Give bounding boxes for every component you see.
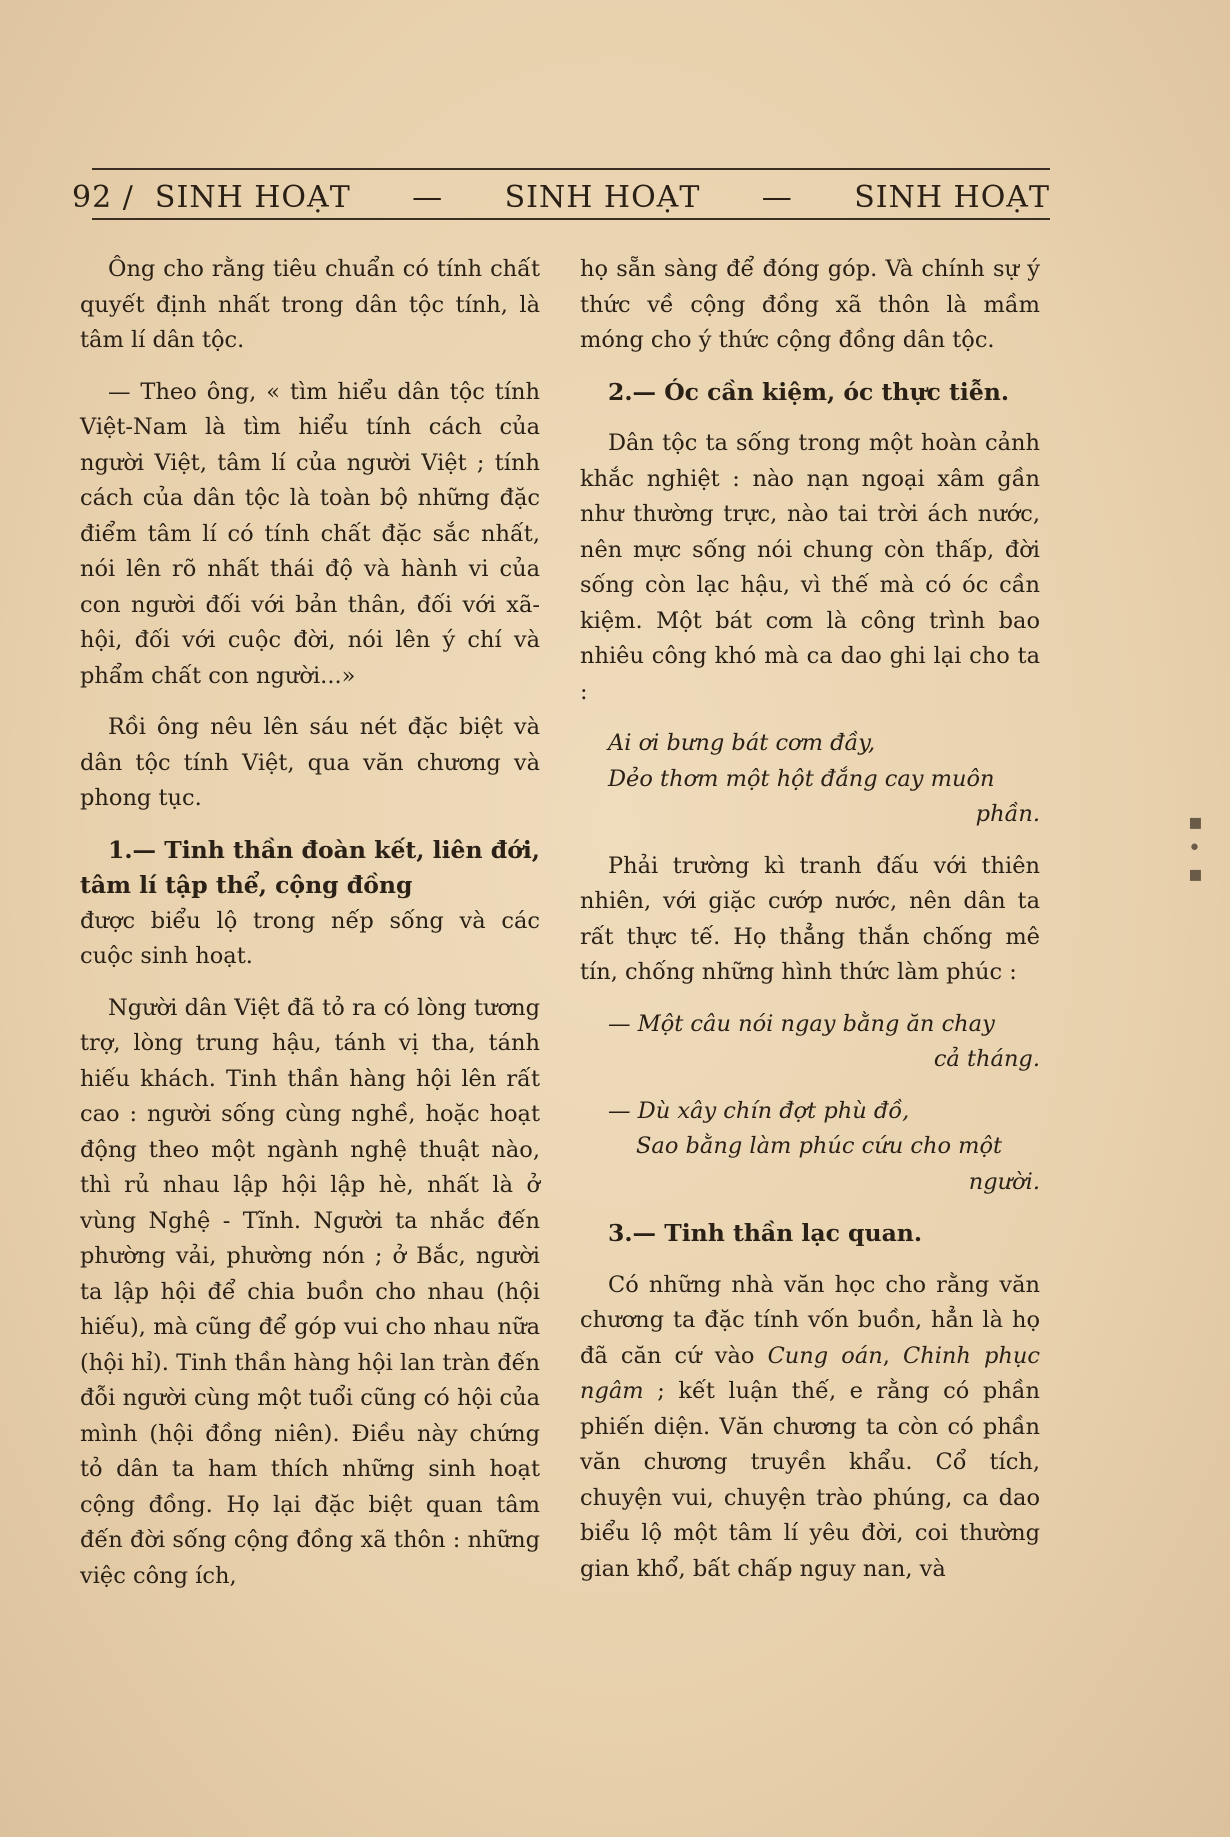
section-heading-3: 3.— Tinh thần lạc quan.	[608, 1219, 923, 1247]
verse-line: — Một câu nói ngay bằng ăn chay	[608, 1010, 995, 1037]
paragraph-text: ; kết luận thế, e rằng có phần phiến diện. Văn chương ta còn có phần văn chương truyền khẩu. Cổ tích, chuyện vui, chuyện trào phúng, ca dao biểu lộ một tâm lí yêu đời, coi thường gian khổ, bất chấp nguy nan, và	[580, 1378, 1041, 1582]
header-title-1: SINH HOẠT	[154, 179, 351, 215]
verse-line: phần.	[975, 801, 1040, 827]
verse-quote-1	[580, 726, 1040, 833]
running-header	[72, 178, 1050, 216]
punctuation: ,	[882, 1342, 890, 1369]
verse-line: cả tháng.	[933, 1046, 1040, 1072]
work-title-chinh-phuc-ngam: Chinh phục ngâm	[580, 1342, 1041, 1404]
verse-line: người.	[968, 1168, 1040, 1195]
paragraph: Ông cho rằng tiêu chuẩn có tính chất quyết định nhất trong dân tộc tính, là tâm lí dân tộc.	[80, 256, 540, 353]
paragraph: — Theo ông, « tìm hiểu dân tộc tính Việt-Nam là tìm hiểu tính cách của người Việt, tâm lí của người Việt ; tính cách của dân tộc là toàn bộ những đặc điểm tâm lí có tính chất đặc sắc nhất, nói lên rõ nhất thái độ và hành vi của con người đối với bản thân, đối với xã-hội, đối với cuộc đời, nói lên ý chí và phẩm chất con người...»	[80, 378, 540, 689]
left-column	[80, 252, 540, 1610]
verse-line: Ai ơi bưng bát cơm đầy,	[608, 730, 876, 756]
header-page-title-1	[72, 180, 351, 215]
paragraph: Rồi ông nêu lên sáu nét đặc biệt và dân tộc tính Việt, qua văn chương và phong tục.	[80, 714, 540, 811]
header-dash-2: —	[761, 179, 793, 215]
work-title-cung-oan: Cung oán	[767, 1342, 883, 1369]
page-number: 92	[72, 179, 113, 215]
verse-line: Sao bằng làm phúc cứu cho một	[636, 1133, 1003, 1159]
section-heading-1-continuation: được biểu lộ trong nếp sống và các cuộc sinh hoạt.	[80, 907, 540, 969]
verse-line: — Dù xây chín đợt phù đồ,	[608, 1097, 910, 1124]
paragraph	[580, 1268, 1040, 1588]
paragraph: Phải trường kì tranh đấu với thiên nhiên, với giặc cướp nước, nên dân ta rất thực tế. Họ thẳng thắn chống mê tín, chống những hình thức làm phúc :	[580, 852, 1040, 985]
paragraph: Dân tộc ta sống trong một hoàn cảnh khắc nghiệt : nào nạn ngoại xâm gần như thường trực, nào tai trời ách nước, nên mực sống nói chung còn thấp, đời sống còn lạc hậu, vì thế mà có óc cần kiệm. Một bát cơm là công trình bao nhiêu công khó mà ca dao ghi lại cho ta :	[580, 430, 1040, 705]
paragraph: Người dân Việt đã tỏ ra có lòng tương trợ, lòng trung hậu, tánh vị tha, tánh hiếu khách. Tinh thần hàng hội lên rất cao : người sống cùng nghề, hoặc hoạt động theo một ngành nghệ thuật nào, thì rủ nhau lập hội lập hè, nhất là ở vùng Nghệ - Tĩnh. Người ta nhắc đến phường vải, phường nón ; ở Bắc, người ta lập hội để chia buồn cho nhau (hội hiếu), mà cũng để góp vui cho nhau nữa (hội hỉ). Tinh thần hàng hội lan tràn đến đỗi người cùng một tuổi cũng có hội của mình (hội đồng niên). Điều này chứng tỏ dân ta ham thích những sinh hoạt cộng đồng. Họ lại đặc biệt quan tâm đến đời sống cộng đồng xã thôn : những việc công ích,	[80, 994, 540, 1589]
header-bottom-rule	[92, 218, 1050, 220]
margin-scuff-mark: ▪ • ▪	[1188, 810, 1203, 887]
header-title-3: SINH HOẠT	[854, 179, 1050, 215]
paragraph: họ sẵn sàng để đóng góp. Và chính sự ý thức về cộng đồng xã thôn là mầm móng cho ý thức cộng đồng dân tộc.	[580, 256, 1040, 353]
section-heading-1: 1.— Tinh thần đoàn kết, liên đới, tâm lí tập thể, cộng đồng	[80, 835, 540, 899]
header-top-rule	[92, 168, 1050, 170]
paragraph-text: Có những nhà văn học cho rằng văn chương ta đặc tính vốn buồn, hẳn là họ đã căn cứ vào	[580, 1271, 1040, 1369]
header-title-2: SINH HOẠT	[504, 179, 701, 215]
header-dash-1: —	[412, 179, 444, 215]
verse-quote-2	[580, 1007, 1040, 1078]
right-column	[580, 252, 1040, 1603]
verse-line: Dẻo thơm một hột đắng cay muôn	[608, 765, 995, 792]
section-heading-2: 2.— Óc cần kiệm, óc thực tiễn.	[608, 377, 1010, 406]
header-separator: /	[122, 179, 134, 215]
verse-quote-3	[580, 1094, 1040, 1201]
